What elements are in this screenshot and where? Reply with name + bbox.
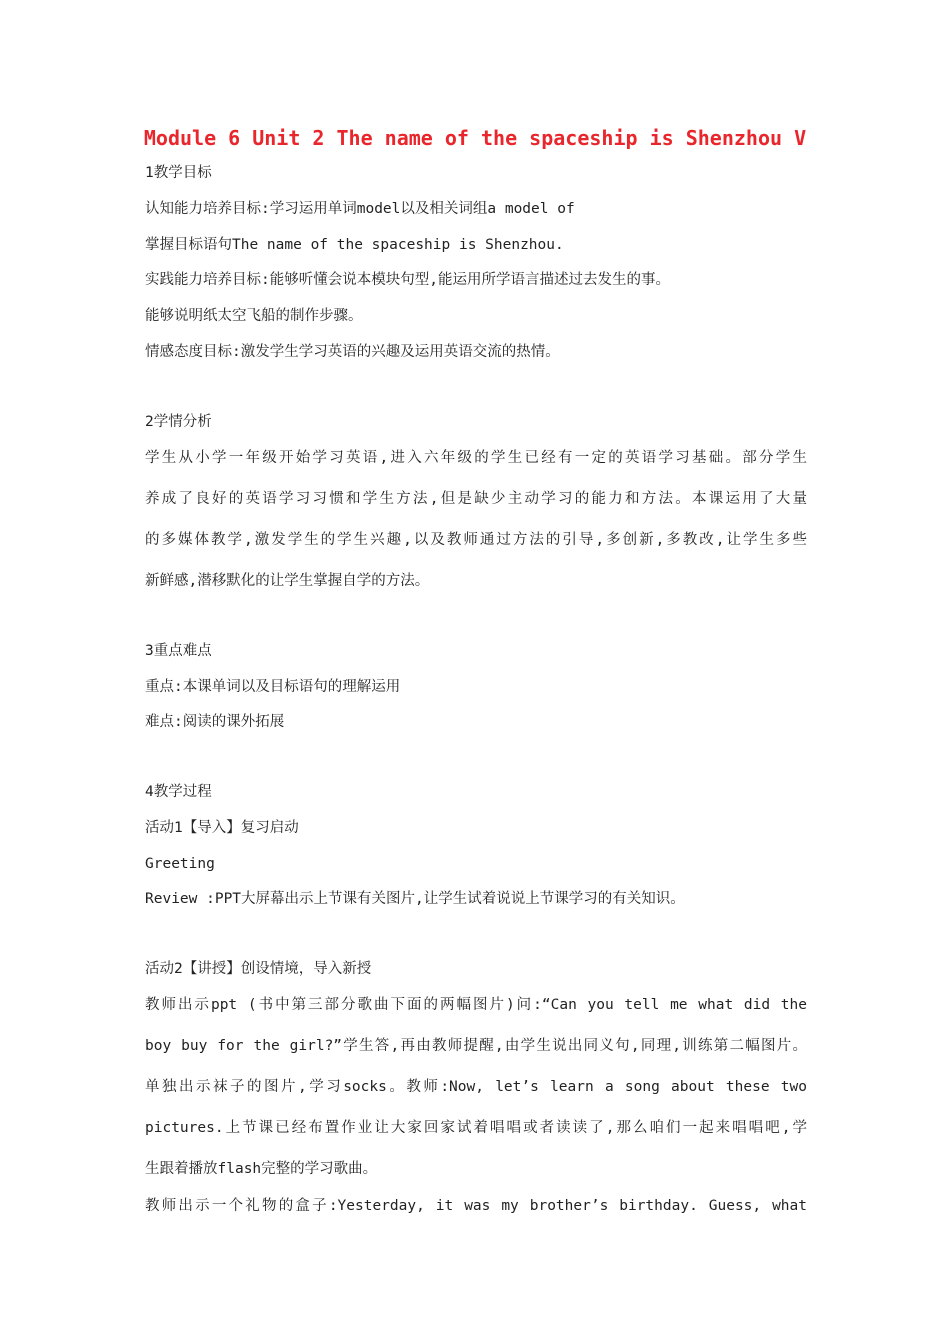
- text-line: Review :PPT大屏幕出示上节课有关图片,让学生试着说说上节课学习的有关知识。: [145, 891, 685, 907]
- text-line: 新鲜感,潜移默化的让学生掌握自学的方法。: [145, 573, 430, 589]
- text-line: 单独出示袜子的图片,学习socks。教师:Now, let’s learn a song about these two: [145, 1079, 807, 1095]
- section-heading-key-points: 3重点难点: [145, 643, 212, 659]
- text-line: 学生从小学一年级开始学习英语,进入六年级的学生已经有一定的英语学习基础。部分学生: [145, 450, 807, 466]
- text-line: 的多媒体教学,激发学生的学生兴趣,以及教师通过方法的引导,多创新,多教改,让学生多些: [145, 532, 807, 548]
- text-line: 活动2【讲授】创设情境，导入新授: [145, 961, 372, 977]
- text-line: 生跟着播放flash完整的学习歌曲。: [145, 1161, 378, 1177]
- text-line: 教师出示ppt (书中第三部分歌曲下面的两幅图片)问:“Can you tell me what did the: [145, 997, 807, 1013]
- text-line: 能够说明纸太空飞船的制作步骤。: [145, 308, 363, 324]
- text-line: 难点:阅读的课外拓展: [145, 714, 285, 730]
- text-line: 认知能力培养目标:学习运用单词model以及相关词组a model of: [145, 201, 575, 217]
- text-line: Greeting: [145, 856, 215, 872]
- text-line: 重点:本课单词以及目标语句的理解运用: [145, 679, 401, 695]
- text-line: 实践能力培养目标:能够听懂会说本模块句型,能运用所学语言描述过去发生的事。: [145, 272, 670, 288]
- text-line: 掌握目标语句The name of the spaceship is Shenzhou.: [145, 237, 564, 253]
- section-heading-teaching-goals: 1教学目标: [145, 165, 212, 181]
- text-line: 养成了良好的英语学习习惯和学生方法,但是缺少主动学习的能力和方法。本课运用了大量: [145, 491, 807, 507]
- text-line: 情感态度目标:激发学生学习英语的兴趣及运用英语交流的热情。: [145, 344, 560, 360]
- section-heading-learner-analysis: 2学情分析: [145, 414, 212, 430]
- text-line: boy buy for the girl?”学生答,再由教师提醒,由学生说出同义句,同理,训练第二幅图片。: [145, 1038, 807, 1054]
- text-line: 活动1【导入】复习启动: [145, 820, 299, 836]
- document-title: Module 6 Unit 2 The name of the spaceship is Shenzhou V: [143, 126, 807, 150]
- section-heading-teaching-process: 4教学过程: [145, 784, 212, 800]
- text-line: pictures.上节课已经布置作业让大家回家试着唱唱或者读读了,那么咱们一起来唱唱吧,学: [145, 1120, 807, 1136]
- text-line: 教师出示一个礼物的盒子:Yesterday, it was my brother’s birthday. Guess, what: [145, 1198, 807, 1214]
